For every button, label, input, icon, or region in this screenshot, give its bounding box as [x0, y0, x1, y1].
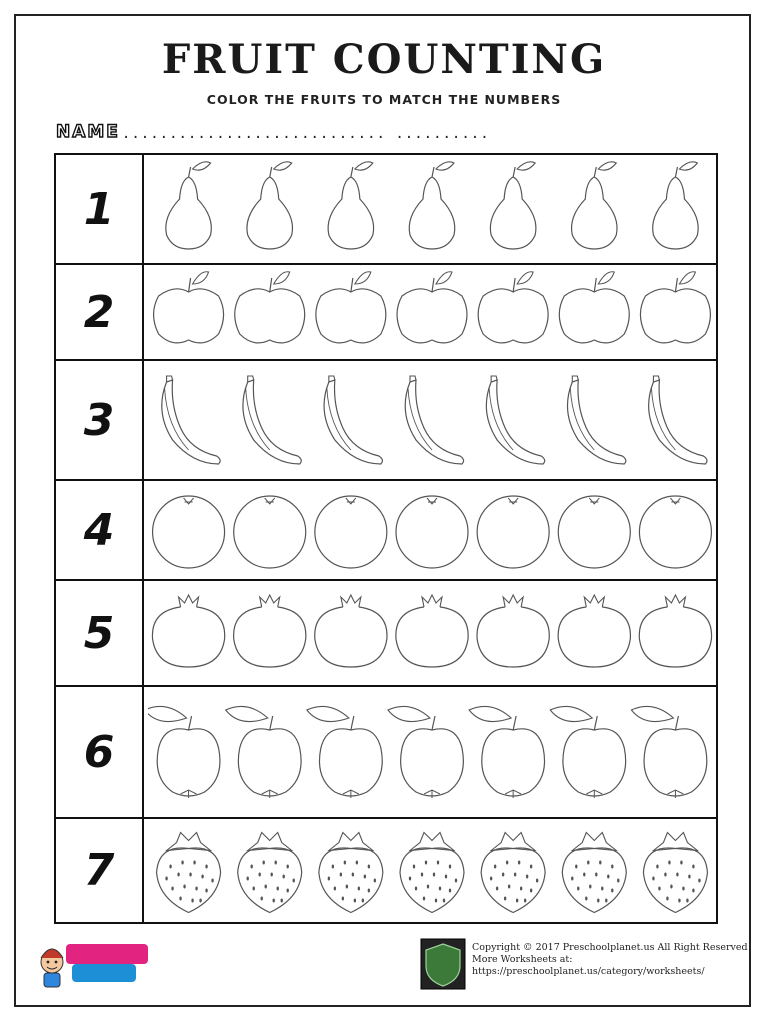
fruit-cell — [148, 265, 716, 359]
fruit-outline[interactable] — [558, 595, 630, 667]
fruit-cell — [148, 361, 716, 479]
fruit-cell — [148, 155, 716, 263]
row-4 — [54, 479, 718, 581]
fruit-outline[interactable] — [653, 162, 699, 249]
fruit-outline[interactable] — [238, 833, 302, 913]
pomegranate-icon[interactable] — [148, 581, 716, 685]
fruit-outline[interactable] — [486, 376, 544, 464]
fruit-cell — [148, 687, 716, 817]
strawberry-icon[interactable] — [148, 819, 716, 922]
fruit-outline[interactable] — [639, 595, 711, 667]
preschool-planet-logo[interactable] — [32, 934, 152, 994]
fruit-outline[interactable] — [631, 706, 706, 798]
fruit-outline[interactable] — [409, 162, 455, 249]
counting-grid — [54, 153, 718, 924]
fruit-outline[interactable] — [319, 833, 383, 913]
row-number: 5 — [83, 607, 115, 659]
copyright-block — [472, 942, 748, 978]
number-cell — [56, 155, 144, 263]
fruit-outline[interactable] — [640, 272, 710, 343]
fruit-outline[interactable] — [562, 833, 626, 913]
fruit-outline[interactable] — [316, 272, 386, 343]
fruit-outline[interactable] — [643, 833, 707, 913]
fruit-outline[interactable] — [396, 496, 468, 568]
fruit-outline[interactable] — [559, 272, 629, 343]
row-number: 2 — [83, 286, 115, 338]
quince-icon[interactable] — [148, 687, 716, 817]
number-cell — [56, 265, 144, 359]
fruit-outline[interactable] — [400, 833, 464, 913]
row-1 — [54, 153, 718, 265]
fruit-outline[interactable] — [315, 496, 387, 568]
fruit-outline[interactable] — [226, 706, 301, 798]
worksheet-title: FRUIT COUNTING — [161, 36, 607, 83]
number-cell — [56, 481, 144, 579]
fruit-outline[interactable] — [572, 162, 618, 249]
fruit-outline[interactable] — [477, 496, 549, 568]
dmca-badge-icon[interactable] — [420, 938, 466, 990]
fruit-cell — [148, 819, 716, 922]
fruit-outline[interactable] — [550, 706, 625, 798]
row-number: 1 — [83, 183, 115, 235]
fruit-outline[interactable] — [235, 272, 305, 343]
fruit-outline[interactable] — [166, 162, 212, 249]
number-cell — [56, 687, 144, 817]
fruit-outline[interactable] — [328, 162, 374, 249]
fruit-outline[interactable] — [324, 376, 382, 464]
fruit-outline[interactable] — [388, 706, 463, 798]
row-number: 3 — [83, 394, 115, 446]
fruit-outline[interactable] — [247, 162, 293, 249]
fruit-outline[interactable] — [490, 162, 536, 249]
fruit-outline[interactable] — [243, 376, 301, 464]
orange-icon[interactable] — [148, 481, 716, 579]
fruit-outline[interactable] — [396, 595, 468, 667]
fruit-outline[interactable] — [234, 595, 306, 667]
fruit-outline[interactable] — [649, 376, 707, 464]
fruit-outline[interactable] — [162, 376, 220, 464]
fruit-outline[interactable] — [152, 595, 224, 667]
number-cell — [56, 819, 144, 922]
row-2 — [54, 263, 718, 361]
fruit-outline[interactable] — [157, 833, 221, 913]
fruit-outline[interactable] — [148, 706, 220, 798]
fruit-outline[interactable] — [558, 496, 630, 568]
fruit-outline[interactable] — [154, 272, 224, 343]
worksheets-link[interactable]: https://preschoolplanet.us/category/worksheets/ — [472, 966, 705, 977]
fruit-outline[interactable] — [315, 595, 387, 667]
name-field[interactable] — [56, 120, 490, 142]
fruit-outline[interactable] — [469, 706, 544, 798]
number-cell — [56, 581, 144, 685]
fruit-outline[interactable] — [397, 272, 467, 343]
fruit-outline[interactable] — [153, 496, 225, 568]
fruit-outline[interactable] — [405, 376, 463, 464]
row-number: 4 — [83, 504, 115, 556]
pear-icon[interactable] — [148, 155, 716, 263]
row-number: 7 — [83, 845, 115, 896]
number-cell — [56, 361, 144, 479]
fruit-outline[interactable] — [234, 496, 306, 568]
apple-icon[interactable] — [148, 265, 716, 359]
fruit-outline[interactable] — [567, 376, 625, 464]
fruit-outline[interactable] — [639, 496, 711, 568]
fruit-cell — [148, 581, 716, 685]
name-dotted-line: ............................ .......... — [121, 126, 490, 142]
row-5 — [54, 579, 718, 687]
row-3 — [54, 359, 718, 481]
fruit-outline[interactable] — [481, 833, 545, 913]
worksheet-instructions: COLOR THE FRUITS TO MATCH THE NUMBERS — [206, 92, 562, 107]
banana-icon[interactable] — [148, 361, 716, 479]
fruit-outline[interactable] — [477, 595, 549, 667]
fruit-outline[interactable] — [478, 272, 548, 343]
more-worksheets-text: More Worksheets at: — [472, 954, 573, 965]
row-number: 6 — [83, 726, 115, 778]
fruit-cell — [148, 481, 716, 579]
name-label: NAME — [56, 122, 120, 142]
fruit-outline[interactable] — [307, 706, 382, 798]
row-7 — [54, 817, 718, 924]
copyright-text: Copyright © 2017 Preschoolplanet.us All Right Reserved — [472, 942, 748, 953]
row-6 — [54, 685, 718, 819]
